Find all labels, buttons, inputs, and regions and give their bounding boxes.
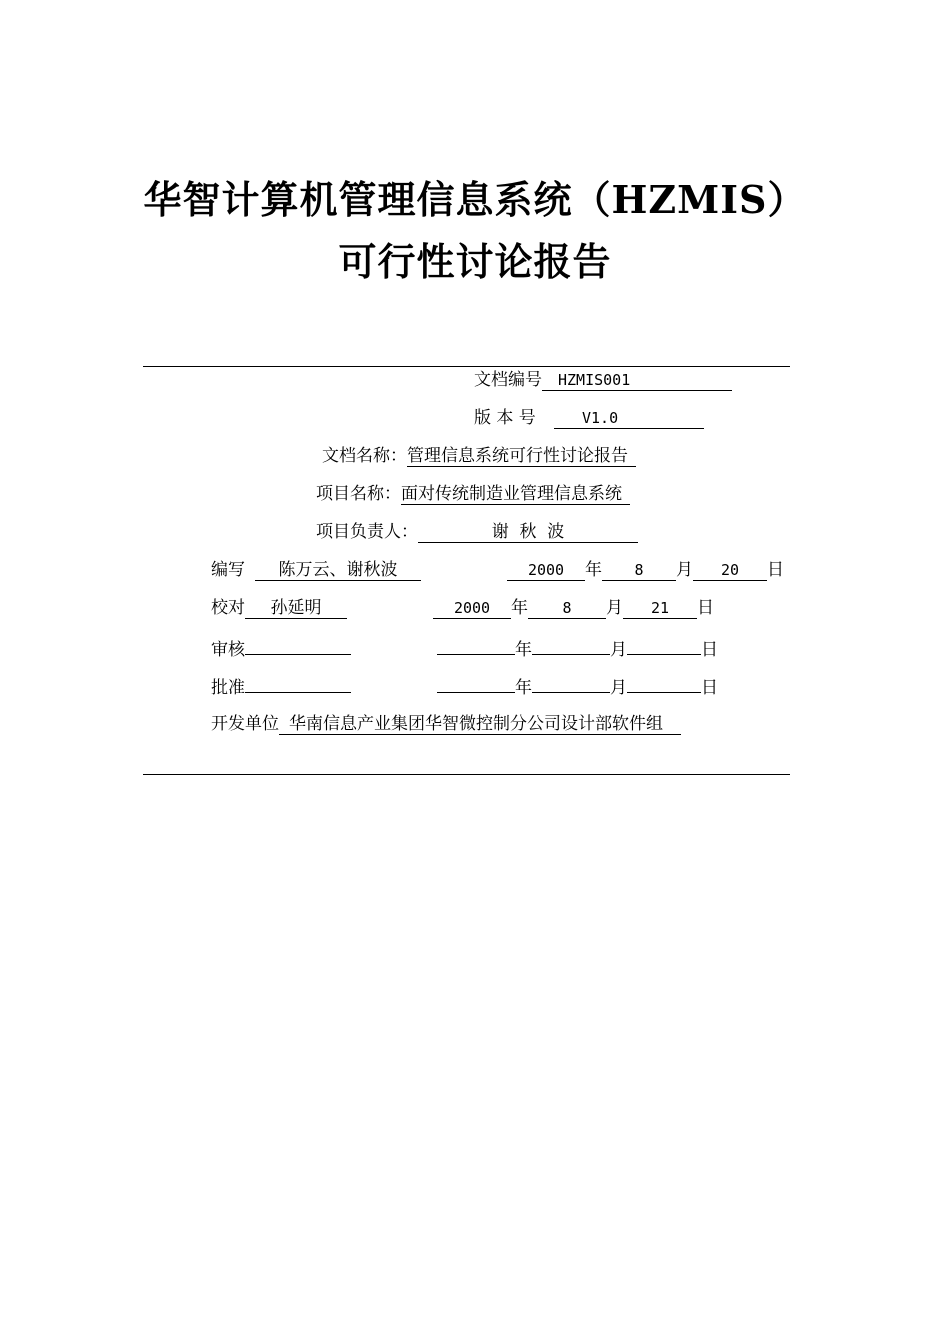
- doc-number-value: HZMIS001: [542, 370, 732, 391]
- year-char: 年: [515, 640, 532, 660]
- developer-value: 华南信息产业集团华智微控制分公司设计部软件组: [279, 714, 681, 735]
- version-value: V1.0: [554, 408, 704, 429]
- signoff-year: [437, 672, 515, 693]
- bottom-divider: [143, 774, 790, 775]
- project-lead-value: 谢 秋 波: [418, 522, 638, 543]
- doc-number-label: 文档编号: [474, 370, 542, 390]
- signoff-label: 校对: [211, 598, 245, 618]
- year-char: 年: [585, 560, 602, 580]
- signoff-month: 8: [602, 560, 676, 581]
- signoff-row-approve: [211, 672, 771, 700]
- document-title-line1: 华智计算机管理信息系统（HZMIS）: [143, 177, 807, 222]
- project-name-value: 面对传统制造业管理信息系统: [401, 484, 630, 505]
- signoff-row-proofread: [211, 596, 771, 620]
- doc-name-label: 文档名称：: [322, 446, 407, 466]
- document-title-line2: 可行性讨论报告: [338, 239, 612, 284]
- project-lead-label: 项目负责人：: [316, 522, 418, 542]
- year-char: 年: [515, 678, 532, 698]
- day-char: 日: [767, 560, 784, 580]
- signoff-year: 2000: [507, 560, 585, 581]
- signoff-month: [532, 634, 610, 655]
- project-lead-row: [316, 520, 638, 544]
- signoff-row-write: [211, 558, 841, 582]
- year-char: 年: [511, 598, 528, 618]
- signoff-name: [245, 634, 351, 655]
- doc-name-value: 管理信息系统可行性讨论报告: [407, 446, 636, 467]
- signoff-name: [245, 672, 351, 693]
- top-divider: [143, 366, 790, 367]
- project-name-label: 项目名称：: [316, 484, 401, 504]
- signoff-day: [627, 634, 701, 655]
- signoff-name: 孙延明: [245, 598, 347, 619]
- signoff-label: 编写: [211, 560, 245, 580]
- version-row: [474, 406, 704, 430]
- signoff-day: [627, 672, 701, 693]
- month-char: 月: [606, 598, 623, 618]
- doc-name-row: [322, 444, 636, 468]
- signoff-year: 2000: [433, 598, 511, 619]
- month-char: 月: [676, 560, 693, 580]
- signoff-name: 陈万云、谢秋波: [255, 560, 421, 581]
- day-char: 日: [701, 640, 718, 660]
- signoff-month: 8: [528, 598, 606, 619]
- project-name-row: [316, 482, 630, 506]
- month-char: 月: [610, 640, 627, 660]
- signoff-row-review: [211, 634, 771, 662]
- doc-number-row: [474, 368, 732, 392]
- day-char: 日: [697, 598, 714, 618]
- signoff-day: 21: [623, 598, 697, 619]
- developer-row: [211, 712, 681, 736]
- developer-label: 开发单位: [211, 714, 279, 734]
- month-char: 月: [610, 678, 627, 698]
- signoff-day: 20: [693, 560, 767, 581]
- signoff-label: 审核: [211, 640, 245, 660]
- signoff-label: 批准: [211, 678, 245, 698]
- signoff-year: [437, 634, 515, 655]
- day-char: 日: [701, 678, 718, 698]
- signoff-month: [532, 672, 610, 693]
- version-label: 版 本 号: [474, 408, 536, 428]
